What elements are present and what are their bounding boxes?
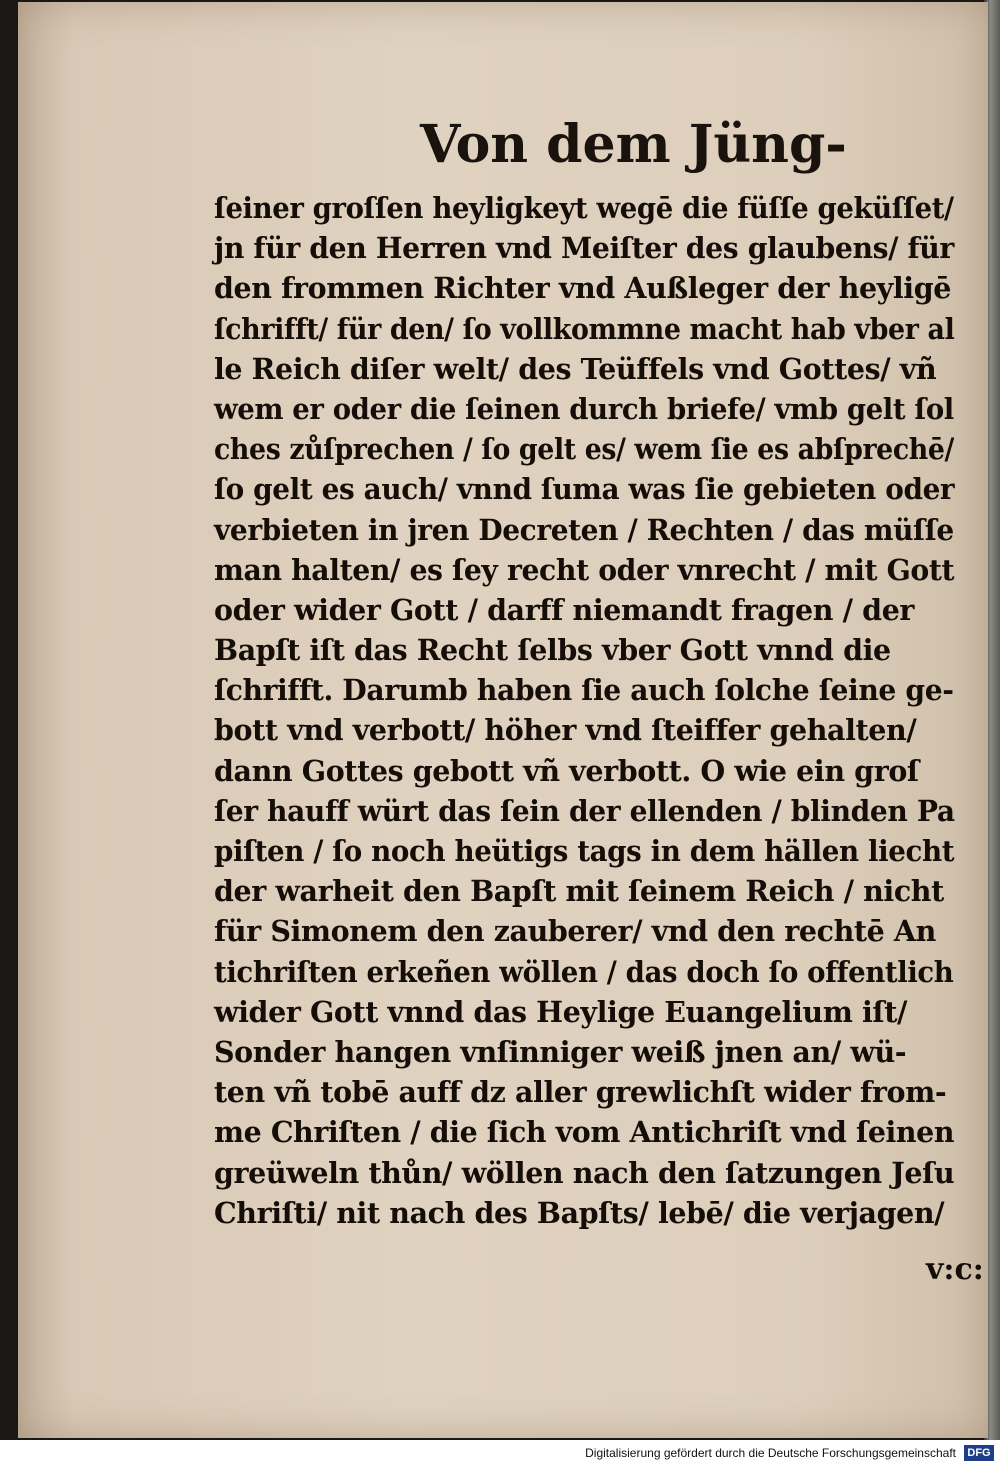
body-text	[214, 188, 954, 1233]
footer-bar	[0, 1440, 1000, 1466]
page-heading: Von dem Jüng-	[420, 114, 847, 175]
text-line: der warheit den Bapſt mit ſeinem Reich / nicht	[214, 874, 944, 909]
text-line: Bapſt iſt das Recht ſelbs vber Gott vnnd die	[214, 633, 891, 668]
text-line: dann Gottes gebott vñ verbott. O wie ein groſ	[214, 753, 919, 788]
text-line: tichriſten erkeñen wöllen / das doch ſo offentlich	[214, 954, 954, 989]
dfg-logo: DFG	[964, 1445, 994, 1461]
text-line: bott vnd verbott/ höher vnd ſteiffer gehalten/	[214, 713, 917, 748]
signature-mark: v:c:	[926, 1252, 984, 1287]
text-line: ſeiner groſſen heyligkeyt wegē die füſſe geküſſet/	[214, 191, 954, 225]
funding-credit: Digitalisierung gefördert durch die Deutsche Forschungsgemeinschaft	[585, 1446, 956, 1460]
text-line: wider Gott vnnd das Heylige Euangelium iſt/	[214, 994, 908, 1029]
text-line: me Chriſten / die ſich vom Antichriſt vnd ſeinen	[214, 1115, 955, 1150]
text-line: piſten / ſo noch heütigs tags in dem hällen liecht	[214, 834, 955, 868]
text-line: den frommen Richter vnd Außleger der heyligē	[214, 271, 951, 306]
text-line: ten vñ tobē auff dz aller grewlichſt wider from-	[214, 1075, 947, 1110]
text-line: greüweln thůn/ wöllen nach den ſatzungen Jeſu	[214, 1155, 955, 1190]
text-line: ſchrifft/ für den/ ſo vollkommne macht hab vber al	[214, 311, 955, 346]
text-line: jn für den Herren vnd Meiſter des glaubens/ für	[214, 231, 954, 266]
text-line: ſo gelt es auch/ vnnd ſuma was ſie gebieten oder	[214, 472, 955, 507]
text-line: Sonder hangen vnſinniger weiß jnen an/ wü-	[214, 1034, 907, 1069]
text-line: le Reich diſer welt/ des Teüffels vnd Gottes/ vñ	[214, 351, 937, 386]
text-line: wem er oder die ſeinen durch briefe/ vmb gelt ſol	[214, 391, 954, 426]
text-line: man halten/ es ſey recht oder vnrecht / mit Gott	[214, 552, 955, 587]
text-line: oder wider Gott / darff niemandt fragen / der	[214, 592, 915, 627]
text-line: Chriſti/ nit nach des Bapſts/ lebē/ die verjagen/	[214, 1195, 945, 1230]
text-line: ſer hauff würt das ſein der ellenden / blinden Pa	[214, 793, 955, 828]
text-line: ches zůſprechen / ſo gelt es/ wem ſie es abſprechē/	[214, 432, 954, 467]
text-line: verbieten in jren Decreten / Rechten / das müſſe	[214, 512, 954, 547]
text-line: für Simonem den zauberer/ vnd den rechtē An	[214, 914, 936, 949]
text-line: ſchrifft. Darumb haben ſie auch ſolche ſeine ge-	[214, 673, 954, 708]
